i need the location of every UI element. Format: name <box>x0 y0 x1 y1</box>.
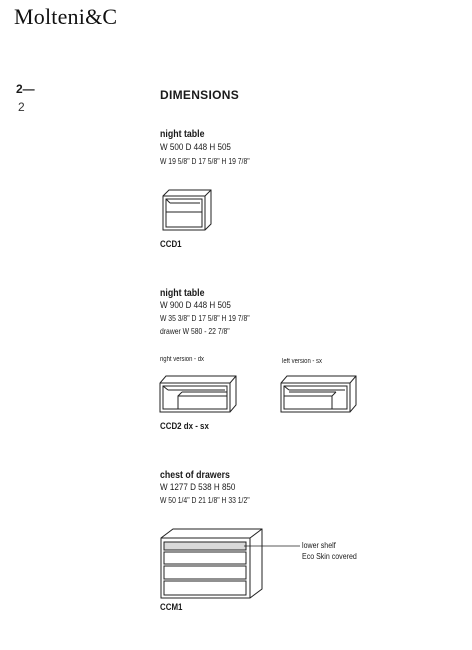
ccm1-drawing <box>161 529 300 598</box>
product-title-1: night table <box>160 129 205 140</box>
ccd1-drawing <box>163 190 211 230</box>
section-heading: DIMENSIONS <box>160 88 240 102</box>
left-version-label: left version - sx <box>282 358 323 365</box>
ccd2-right-drawing <box>160 376 236 412</box>
product-code-2: CCD2 dx - sx <box>160 421 209 431</box>
product-metric-2: W 900 D 448 H 505 <box>160 300 231 311</box>
product-title-3: chest of drawers <box>160 470 230 481</box>
product-imperial-1: W 19 5/8" D 17 5/8" H 19 7/8" <box>160 157 250 166</box>
page-number: 2— <box>16 82 35 96</box>
product-title-2: night table <box>160 288 205 299</box>
brand-logo: Molteni&C <box>14 4 118 29</box>
page-subnumber: 2 <box>18 100 25 114</box>
ccd2-left-drawing <box>281 376 356 412</box>
product-code-3: CCM1 <box>160 602 183 612</box>
product-metric-1: W 500 D 448 H 505 <box>160 142 231 153</box>
callout-eco-skin: Eco Skin covered <box>302 552 357 561</box>
product-imperial-2: W 35 3/8" D 17 5/8" H 19 7/8" <box>160 314 250 323</box>
product-imperial-3: W 50 1/4" D 21 1/8" H 33 1/2" <box>160 496 250 505</box>
product-code-1: CCD1 <box>160 239 182 249</box>
product-metric-3: W 1277 D 538 H 850 <box>160 482 236 493</box>
product-drawer-width: drawer W 580 - 22 7/8" <box>160 327 230 336</box>
right-version-label: right version - dx <box>160 356 204 363</box>
callout-lower-shelf: lower shelf <box>302 541 336 550</box>
